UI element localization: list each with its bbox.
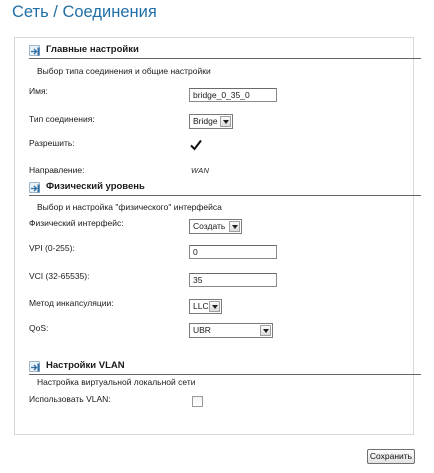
connection-type-select[interactable] <box>189 114 233 129</box>
vpi-label: VPI (0-255): <box>29 243 75 253</box>
arrow-into-box-icon <box>29 361 40 372</box>
section-description-main: Выбор типа соединения и общие настройки <box>37 66 211 76</box>
section-description-vlan: Настройка виртуальной локальной сети <box>37 377 196 387</box>
chevron-down-icon <box>260 325 271 336</box>
use-vlan-checkbox[interactable] <box>192 396 203 407</box>
vci-label: VCI (32-65535): <box>29 271 90 281</box>
chevron-down-icon <box>209 301 220 312</box>
name-label: Имя: <box>29 86 48 96</box>
connection-type-label: Тип соединения: <box>29 114 95 124</box>
qos-select[interactable] <box>189 323 273 338</box>
direction-label: Направление: <box>29 165 85 175</box>
section-description-physical: Выбор и настройка "физического" интерфейса <box>37 202 222 212</box>
save-button[interactable]: Сохранить <box>367 449 415 464</box>
direction-value: WAN <box>191 166 210 175</box>
chevron-down-icon <box>220 116 231 127</box>
chevron-down-icon <box>229 221 240 232</box>
section-header-main <box>29 45 421 59</box>
physical-interface-label: Физический интерфейс: <box>29 218 124 228</box>
qos-value: UBR <box>193 325 211 335</box>
vpi-field[interactable]: 0 <box>189 245 277 259</box>
enable-label: Разрешить: <box>29 138 75 148</box>
qos-label: QoS: <box>29 323 49 333</box>
arrow-into-box-icon <box>29 182 40 193</box>
enable-checkbox[interactable] <box>189 138 203 152</box>
section-title-main: Главные настройки <box>46 44 139 55</box>
settings-panel <box>14 37 414 435</box>
use-vlan-label: Использовать VLAN: <box>29 394 111 404</box>
section-title-vlan: Настройки VLAN <box>46 360 125 371</box>
physical-interface-value: Создать <box>193 221 226 231</box>
arrow-into-box-icon <box>29 45 40 56</box>
section-header-physical <box>29 182 421 196</box>
encapsulation-select[interactable] <box>189 299 222 314</box>
checkmark-icon <box>189 138 203 152</box>
connection-type-value: Bridge <box>193 116 218 126</box>
encapsulation-value: LLC <box>193 301 209 311</box>
encapsulation-label: Метод инкапсуляции: <box>29 298 114 308</box>
section-title-physical: Физический уровень <box>46 181 145 192</box>
vci-field[interactable]: 35 <box>189 273 277 287</box>
physical-interface-select[interactable] <box>189 219 242 234</box>
name-field[interactable]: bridge_0_35_0 <box>189 88 277 102</box>
page-title: Сеть / Соединения <box>12 3 157 21</box>
section-header-vlan <box>29 361 421 375</box>
